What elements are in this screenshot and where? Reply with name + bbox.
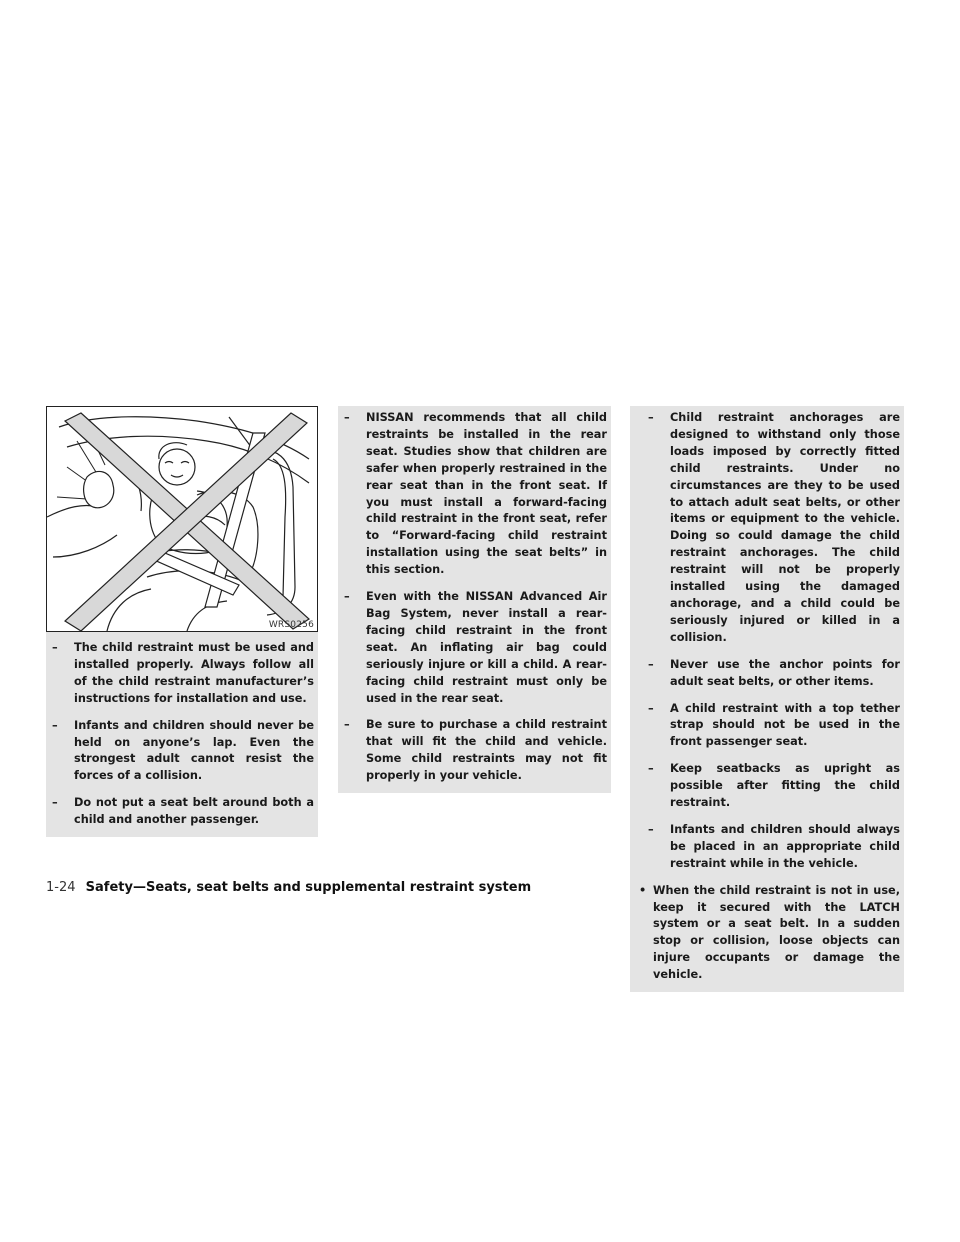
item-text: NISSAN recommends that all child restraints be installed in the rear seat. Studies show that children are safer when properly restrained in the rear seat than in the front seat. If you must install a forward-facing child restraint in the front seat, refer to “Forward-facing child restraint installation using the seat belts” in this section. xyxy=(366,411,607,577)
list-item xyxy=(636,822,900,873)
list-item xyxy=(636,701,900,752)
dash-marker: – xyxy=(344,411,350,424)
list-item xyxy=(52,718,314,786)
list-item xyxy=(636,761,900,812)
item-text: A child restraint with a top tether strap should not be used in the front passenger seat. xyxy=(670,701,900,749)
dash-marker: – xyxy=(52,718,58,732)
list-item xyxy=(344,717,607,785)
dash-marker: – xyxy=(648,701,654,715)
item-text: Do not put a seat belt around both a child and another passenger. xyxy=(74,796,314,827)
list-item xyxy=(636,657,900,691)
warning-text-column-3 xyxy=(630,406,904,992)
item-text: Child restraint anchorages are designed to withstand only those loads imposed by correctly fitted child restraints. Under no circumstances are they to be used to attach adult seat belts, or other items or equipment to the vehicle. Doing so could damage the child restraint anchorages. The child restraint will not be properly installed using the damaged anchorage, and a child could be seriously injured or killed in a collision. xyxy=(670,411,900,644)
page-footer xyxy=(46,877,531,899)
item-text: Infants and children should always be placed in an appropriate child restraint while in the vehicle. xyxy=(670,822,900,870)
dash-marker: – xyxy=(648,762,654,776)
bullet-marker: • xyxy=(639,883,647,897)
list-item xyxy=(344,589,607,707)
dash-marker: – xyxy=(52,641,58,654)
child-restraint-figure xyxy=(46,406,318,632)
dash-marker: – xyxy=(52,796,58,810)
item-text: Never use the anchor points for adult seat belts, or other items. xyxy=(670,657,900,688)
section-title: Safety—Seats, seat belts and supplemental restraint system xyxy=(85,880,532,895)
page-number: 1-24 xyxy=(46,880,76,895)
item-text: Be sure to purchase a child restraint that will fit the child and vehicle. Some child restraints may not fit properly in your vehicle. xyxy=(366,718,607,783)
list-item xyxy=(636,410,900,647)
list-item xyxy=(52,640,314,708)
warning-text-column-1 xyxy=(46,632,318,837)
figure-code: WRS0256 xyxy=(268,620,314,630)
warning-list-column-1 xyxy=(52,640,314,829)
warning-text-column-2 xyxy=(338,406,611,793)
dash-marker: – xyxy=(648,657,654,671)
dash-marker: – xyxy=(344,590,350,604)
dash-marker: – xyxy=(648,411,654,424)
child-restraint-illustration xyxy=(47,407,317,631)
item-text: When the child restraint is not in use, keep it secured with the LATCH system or a seat belt. In a sudden stop or collision, loose objects can injure occupants or damage the vehicle. xyxy=(653,883,900,982)
dash-marker: – xyxy=(648,822,654,836)
item-text: The child restraint must be used and installed properly. Always follow all of the child restraint manufacturer’s instructions for installation and use. xyxy=(74,641,314,705)
item-text: Even with the NISSAN Advanced Air Bag System, never install a rear-facing child restraint in the front seat. An inflating air bag could seriously injure or kill a child. A rear-facing child restraint must only be used in the rear seat. xyxy=(366,590,607,705)
dash-marker: – xyxy=(344,718,350,732)
warning-list-column-3 xyxy=(636,410,900,984)
list-item xyxy=(52,795,314,829)
list-item xyxy=(344,410,607,579)
item-text: Keep seatbacks as upright as possible after fitting the child restraint. xyxy=(670,762,900,810)
item-text: Infants and children should never be held on anyone’s lap. Even the strongest adult cannot resist the forces of a collision. xyxy=(74,718,314,783)
warning-list-column-2 xyxy=(344,410,607,785)
bullet-item xyxy=(636,883,900,984)
